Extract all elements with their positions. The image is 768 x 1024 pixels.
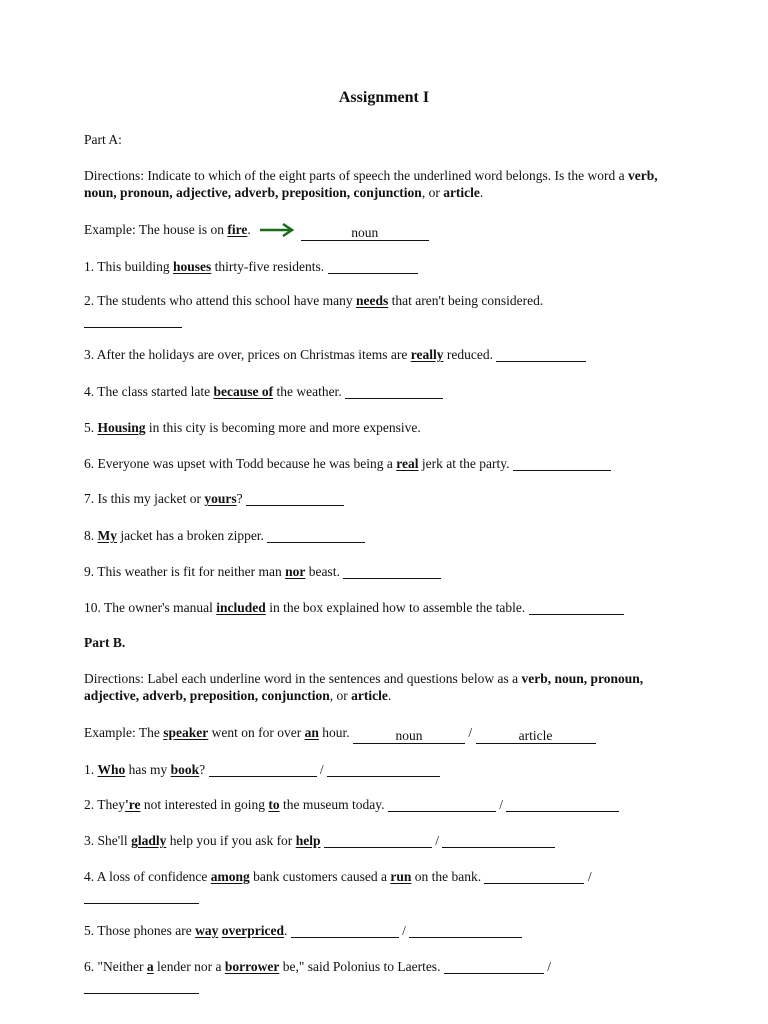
answer-blank[interactable]	[246, 491, 344, 506]
part-b-example: Example: The speaker went on for over an hour. noun / article	[84, 724, 684, 744]
part-b-item-1: 1. Who has my book? /	[84, 761, 684, 778]
answer-blank[interactable]	[442, 833, 555, 848]
part-a-item-5: 5. Housing in this city is becoming more and more expensive.	[84, 420, 421, 435]
part-b-item-4-blank-line	[84, 888, 684, 905]
answer-blank[interactable]	[444, 959, 544, 974]
answer-blank[interactable]	[409, 923, 522, 938]
answer-blank[interactable]	[209, 762, 317, 777]
answer-blank[interactable]	[529, 600, 624, 615]
part-a-item-2-blank-line	[84, 312, 684, 329]
part-a-heading: Part A:	[84, 132, 122, 147]
part-a-item-1: 1. This building houses thirty-five residents.	[84, 258, 684, 275]
answer-blank[interactable]	[328, 259, 418, 274]
part-a-item-9: 9. This weather is fit for neither man nor beast.	[84, 563, 684, 580]
part-a-item-2: 2. The students who attend this school have many needs that aren't being considered.	[84, 293, 544, 308]
example-answer-blank-2: article	[476, 729, 596, 744]
part-b-item-5: 5. Those phones are way overpriced. /	[84, 922, 684, 939]
answer-blank[interactable]	[388, 797, 496, 812]
part-a-item-4: 4. The class started late because of the weather.	[84, 383, 684, 400]
part-b-item-6: 6. "Neither a lender nor a borrower be," said Polonius to Laertes. /	[84, 959, 551, 974]
answer-blank[interactable]	[343, 564, 441, 579]
example-answer-blank-1: noun	[353, 729, 465, 744]
part-b-item-4: 4. A loss of confidence among bank customers caused a run on the bank. /	[84, 869, 592, 884]
answer-blank[interactable]	[291, 923, 399, 938]
answer-blank[interactable]	[327, 762, 440, 777]
answer-blank[interactable]	[84, 313, 182, 328]
answer-blank[interactable]	[84, 979, 199, 994]
part-a-item-7: 7. Is this my jacket or yours?	[84, 490, 684, 507]
part-a-item-10: 10. The owner's manual included in the box explained how to assemble the table.	[84, 599, 684, 616]
answer-blank[interactable]	[513, 456, 611, 471]
page-title: Assignment I	[338, 89, 430, 106]
part-a-example: Example: The house is on fire. noun	[84, 221, 684, 241]
part-b-item-3: 3. She'll gladly help you if you ask for help /	[84, 832, 684, 849]
answer-blank[interactable]	[484, 869, 584, 884]
answer-blank[interactable]	[345, 384, 443, 399]
answer-blank[interactable]	[267, 528, 365, 543]
answer-blank[interactable]	[506, 797, 619, 812]
part-b-heading: Part B.	[84, 635, 126, 650]
answer-blank[interactable]	[84, 889, 199, 904]
part-b-item-6-blank-line	[84, 978, 684, 995]
part-b-item-2: 2. They're not interested in going to the museum today. /	[84, 796, 684, 813]
example-answer-blank: noun	[301, 226, 429, 241]
arrow-right-icon	[259, 223, 295, 241]
answer-blank[interactable]	[496, 347, 586, 362]
part-a-item-8: 8. My jacket has a broken zipper.	[84, 527, 684, 544]
part-b-directions: Directions: Label each underline word in the sentences and questions below as a verb, noun, pronoun, adjective, adverb, preposition, conjunction, or article.	[84, 671, 644, 703]
answer-blank[interactable]	[324, 833, 432, 848]
part-a-directions: Directions: Indicate to which of the eight parts of speech the underlined word belongs. Is the word a verb, noun, pronoun, adjective, adverb, preposition, conjunction, or article.	[84, 168, 658, 200]
part-a-item-6: 6. Everyone was upset with Todd because he was being a real jerk at the party.	[84, 455, 684, 472]
part-a-item-3: 3. After the holidays are over, prices on Christmas items are really reduced.	[84, 346, 684, 363]
